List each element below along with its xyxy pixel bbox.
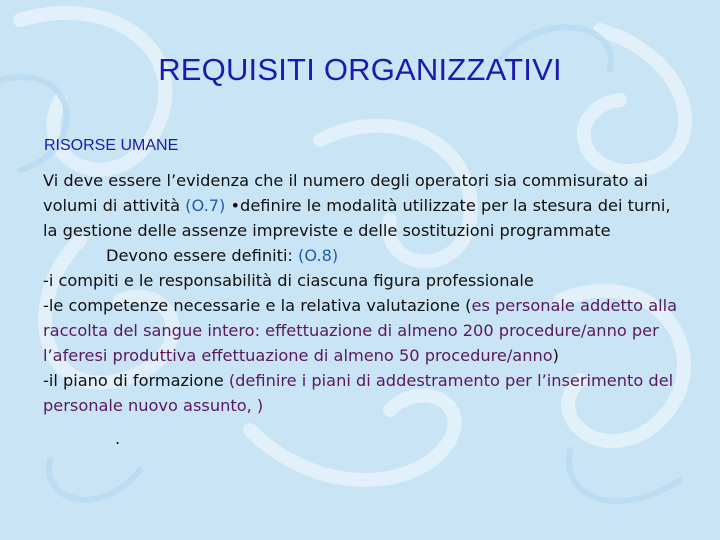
bullet-compiti: -i compiti e le responsabilità di ciascuna figura professionale <box>43 271 534 290</box>
bullet-competenze <box>43 293 683 368</box>
section-heading: RISORSE UMANE <box>44 137 179 154</box>
slide-title: REQUISITI ORGANIZZATIVI <box>158 52 562 87</box>
text: Devono essere definiti: <box>106 246 299 265</box>
reference-code: (O.8) <box>298 246 339 265</box>
text: Vi deve essere l’evidenza che il numero degli operatori sia commisurato ai volumi di attività <box>43 171 649 215</box>
example-text: (definire i piani di addestramento per l’inserimento del personale nuovo assunto, ) <box>43 371 674 415</box>
trailing-dot: . <box>115 429 121 448</box>
reference-code: (O.7) <box>185 196 226 215</box>
paragraph-devono <box>43 243 683 268</box>
text: •definire le modalità utilizzate per la stesura dei turni, la gestione delle assenze impreviste e delle sostituzioni programmate <box>43 196 671 240</box>
bullet-formazione <box>43 368 683 418</box>
slide-body <box>43 168 683 451</box>
paragraph-volumes <box>43 168 683 243</box>
text: ) <box>552 346 559 365</box>
text: -il piano di formazione <box>43 371 229 390</box>
text: -le competenze necessarie e la relativa valutazione ( <box>43 296 472 315</box>
example-text: es personale addetto alla raccolta del sangue intero: effettuazione di almeno 200 procedure/anno per l’aferesi produttiva effettuazione di almeno 50 procedure/anno <box>43 296 678 365</box>
